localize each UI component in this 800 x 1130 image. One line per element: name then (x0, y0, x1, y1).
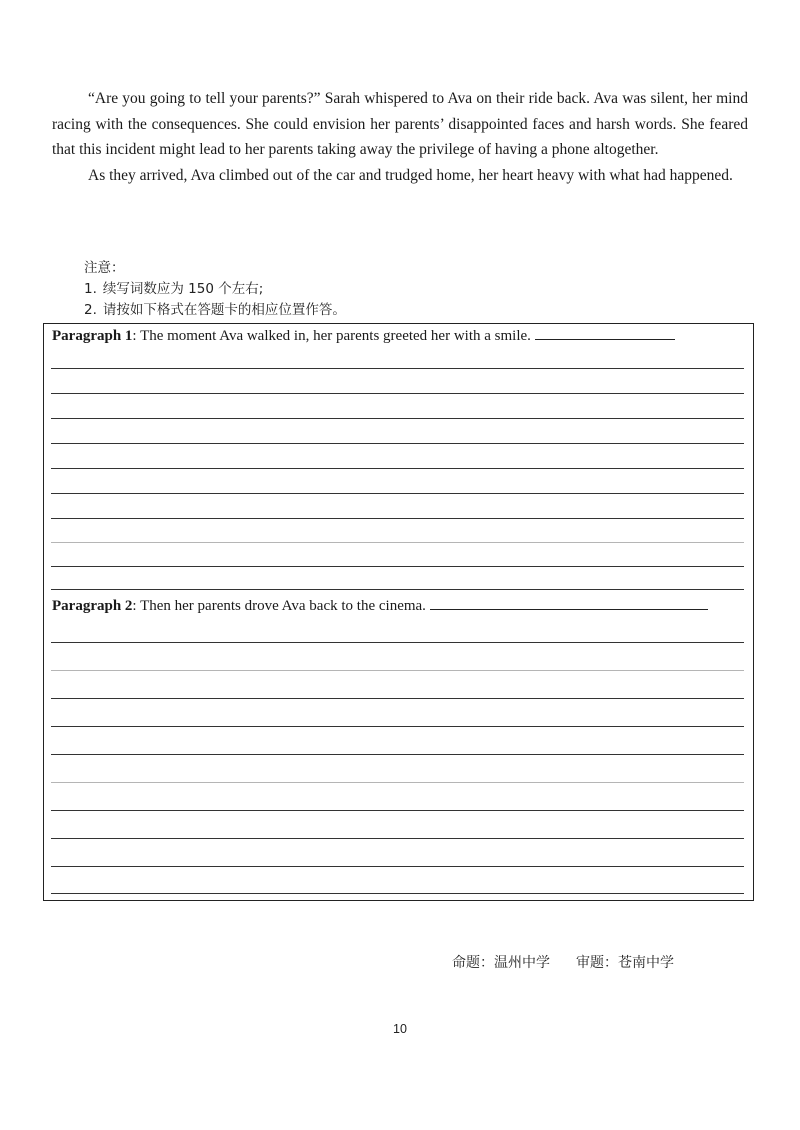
question-reviewer: 审题：苍南中学 (576, 955, 674, 971)
writing-line[interactable] (51, 782, 744, 783)
writing-line[interactable] (51, 589, 744, 590)
writing-line[interactable] (51, 542, 744, 543)
writing-line[interactable] (51, 754, 744, 755)
instructions-heading: 注意： (84, 260, 125, 276)
instruction-item: 1. 续写词数应为 150 个左右; (84, 281, 264, 297)
writing-line[interactable] (51, 838, 744, 839)
story-paragraph-1: “Are you going to tell your parents?” Sarah whispered to Ava on their ride back. Ava was silent, her mind racing with the consequences. She could envision her parents’ disappointed faces and harsh words. She feared that this incident might lead to her parents taking away the privilege of having a phone altogether. (52, 90, 748, 158)
exam-credits (452, 952, 674, 972)
paragraph-1-prompt (52, 328, 675, 345)
story-passage (52, 86, 748, 188)
page-number: 10 (393, 1022, 407, 1036)
writing-line[interactable] (51, 418, 744, 419)
paragraph-1-opening: : The moment Ava walked in, her parents greeted her with a smile. (132, 328, 531, 344)
writing-line[interactable] (430, 608, 708, 610)
question-setter: 命题：温州中学 (452, 955, 550, 971)
writing-line[interactable] (51, 493, 744, 494)
writing-line[interactable] (51, 393, 744, 394)
writing-line[interactable] (535, 338, 675, 340)
paragraph-2-opening: : Then her parents drove Ava back to the cinema. (132, 598, 426, 614)
writing-line[interactable] (51, 726, 744, 727)
writing-line[interactable] (51, 642, 744, 643)
writing-line[interactable] (51, 443, 744, 444)
writing-line[interactable] (51, 893, 744, 894)
writing-line[interactable] (51, 810, 744, 811)
writing-line[interactable] (51, 698, 744, 699)
answer-box (43, 323, 754, 901)
instructions (84, 258, 346, 321)
story-paragraph-2: As they arrived, Ava climbed out of the car and trudged home, her heart heavy with what had happened. (88, 166, 733, 184)
paragraph-1-label: Paragraph 1 (52, 328, 133, 344)
instruction-item: 2. 请按如下格式在答题卡的相应位置作答。 (84, 302, 346, 318)
paragraph-2-label: Paragraph 2 (52, 598, 133, 614)
writing-line[interactable] (51, 866, 744, 867)
paragraph-2-prompt (52, 598, 708, 615)
writing-line[interactable] (51, 566, 744, 567)
writing-line[interactable] (51, 670, 744, 671)
writing-line[interactable] (51, 368, 744, 369)
writing-line[interactable] (51, 468, 744, 469)
writing-line[interactable] (51, 518, 744, 519)
